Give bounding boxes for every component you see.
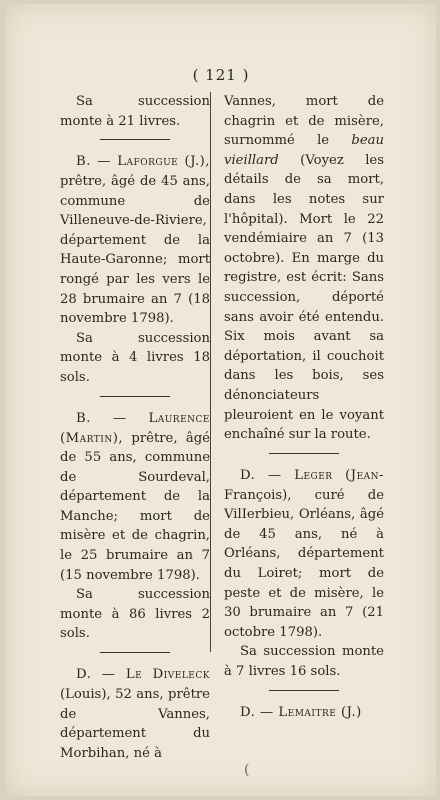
entry-sum: Sa succession monte à 21 livres.: [60, 94, 210, 129]
entry-sum: Sa succession monte à 86 livres 2 sols.: [60, 587, 210, 642]
entry-le-diveleck: [60, 665, 210, 763]
entry-heading: D. — Lemaitre (J.): [240, 704, 362, 720]
entry-laforgue: [60, 152, 210, 328]
entry-le-diveleck-continued: Vannes, mort de chagrin et de misère, surnommé le beau vieillard (Voyez les détails de sa mort, dans les notes sur l'hôpital). Mort le 22 vendémiaire an 7 (13 octobre). En marge du registre, est écrit: Sans succession, déporté sans avoir été entendu. Six mois avant sa déportation, il couchoit dans les bois, ses dénonciateurs pleuroient en le voyant enchaîné sur la route.: [224, 94, 384, 443]
entry-body: prêtre, âgé de 45 ans, commune de Villeneuve-de-Riviere, département de la Haute-Garonne; mort rongé par les vers le 28 brumaire an 7 (18 novembre 1798).: [60, 174, 210, 327]
separator: [269, 690, 339, 691]
entry-body: prêtre, âgé de 55 ans, commune de Sourdeval, département de la Manche; mort de misère et de chagrin, le 25 brumaire an 7 (15 novembre 1798).: [60, 430, 210, 583]
entry-sum: Sa succession monte à 7 livres 16 sols.: [224, 644, 384, 679]
left-column: [60, 92, 210, 763]
separator: [100, 396, 170, 397]
separator: [269, 453, 339, 454]
entry-body: (Louis), 52 ans, prêtre de Vannes, département du Morbihan, né à: [60, 686, 210, 761]
separator: [100, 139, 170, 140]
right-column: [224, 92, 384, 722]
entry-heading: B. — Laurence (Martin),: [60, 410, 210, 446]
entry-heading: B. — Laforgue (J.),: [76, 154, 210, 170]
page-number: ( 121 ): [192, 66, 250, 84]
entry-body: François), curé de VilIerbieu, Orléans, âgé de 45 ans, né à Orléans, département du Loiret; mort de peste et de misère, le 30 brumaire an 7 (21 octobre 1798).: [224, 487, 384, 640]
entry-heading: D. — Leger (Jean-: [240, 467, 384, 483]
entry-heading: D. — Le Diveleck: [76, 667, 210, 683]
entry-sum: Sa succession monte à 4 livres 18 sols.: [60, 330, 210, 386]
nickname: beau vieillard: [224, 133, 384, 168]
column-divider: [210, 92, 211, 652]
entry-leger: [224, 466, 384, 642]
entry-laurence: [60, 409, 210, 585]
book-page: [6, 4, 436, 796]
entry-lemaitre: [224, 703, 384, 723]
footer-mark: (: [244, 762, 250, 778]
separator: [100, 652, 170, 653]
